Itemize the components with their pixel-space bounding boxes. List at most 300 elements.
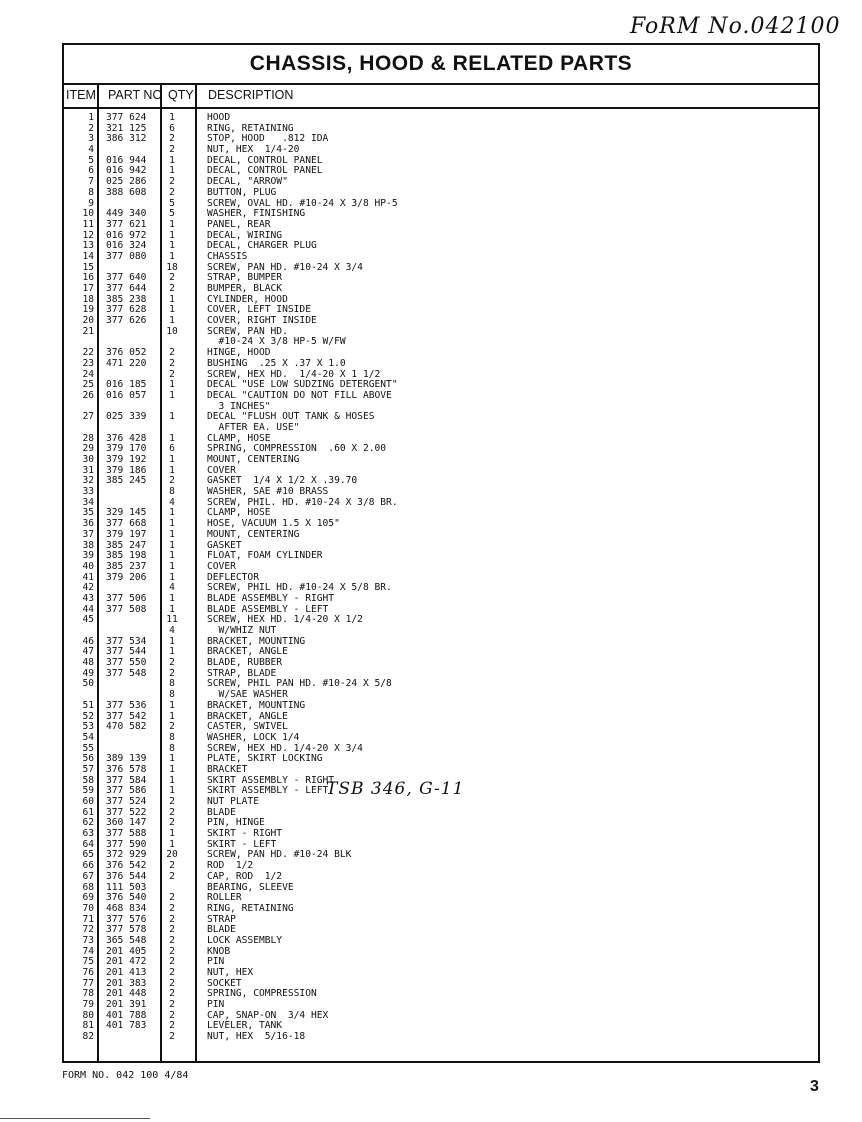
qty-cell: 2 <box>169 1020 175 1032</box>
table-row <box>64 348 818 359</box>
item-cell: 77 <box>82 977 94 989</box>
part-number-cell: 201 383 <box>106 977 147 989</box>
table-row <box>64 626 818 637</box>
item-cell: 73 <box>82 934 94 946</box>
description-cell: MOUNT, CENTERING <box>207 528 300 540</box>
description-cell: BRACKET, ANGLE <box>207 646 288 658</box>
qty-cell: 8 <box>169 678 175 690</box>
qty-cell: 1 <box>169 518 175 530</box>
part-number-cell: 379 197 <box>106 528 147 540</box>
description-cell: DECAL, CONTROL PANEL <box>207 165 323 177</box>
description-cell: SCREW, HEX HD. 1/4-20 X 1/2 <box>207 614 363 626</box>
part-number-cell: 016 057 <box>106 389 147 401</box>
description-cell: ROD 1/2 <box>207 860 254 872</box>
part-number-cell: 377 506 <box>106 592 147 604</box>
qty-cell: 2 <box>169 860 175 872</box>
table-row <box>64 444 818 455</box>
item-cell: 9 <box>88 197 94 209</box>
table-row <box>64 145 818 156</box>
description-cell: SCREW, HEX HD. 1/4-20 X 1 1/2 <box>207 368 381 380</box>
table-row <box>64 818 818 829</box>
table-row <box>64 423 818 434</box>
item-cell: 53 <box>82 721 94 733</box>
item-cell: 4 <box>88 144 94 156</box>
table-row <box>64 637 818 648</box>
description-cell: DECAL, CHARGER PLUG <box>207 240 317 252</box>
description-cell: BEARING, SLEEVE <box>207 881 294 893</box>
description-cell: STRAP, BLADE <box>207 667 277 679</box>
qty-cell: 2 <box>169 176 175 188</box>
item-cell: 52 <box>82 710 94 722</box>
item-cell: 30 <box>82 454 94 465</box>
item-cell: 46 <box>82 635 94 647</box>
qty-cell: 10 <box>166 325 178 337</box>
part-number-cell: 321 125 <box>106 122 147 134</box>
qty-cell: 2 <box>169 368 175 380</box>
item-cell: 49 <box>82 667 94 679</box>
qty-cell: 1 <box>169 635 175 647</box>
part-number-cell: 449 340 <box>106 208 147 220</box>
table-row <box>64 904 818 915</box>
table-row <box>64 231 818 242</box>
part-number-cell: 376 542 <box>106 860 147 872</box>
item-cell: 67 <box>82 870 94 882</box>
header-item: ITEM <box>66 88 96 102</box>
title-bar <box>64 45 818 85</box>
qty-cell: 4 <box>169 582 175 594</box>
item-cell: 60 <box>82 796 94 807</box>
description-cell: CAP, ROD 1/2 <box>207 870 283 882</box>
table-row <box>64 754 818 765</box>
qty-cell: 1 <box>169 550 175 562</box>
table-row <box>64 337 818 348</box>
qty-cell: 2 <box>169 133 175 145</box>
part-number-cell: 376 544 <box>106 870 147 882</box>
description-cell: SKIRT ASSEMBLY - LEFT <box>207 785 329 797</box>
description-cell: DECAL "FLUSH OUT TANK & HOSES <box>207 411 375 423</box>
table-row <box>64 1000 818 1011</box>
part-number-cell: 385 237 <box>106 560 147 572</box>
item-cell: 2 <box>88 122 94 134</box>
table-row <box>64 241 818 252</box>
qty-cell: 4 <box>169 625 175 636</box>
item-cell: 13 <box>82 240 94 252</box>
qty-cell: 1 <box>169 763 175 775</box>
item-cell: 32 <box>82 475 94 487</box>
description-cell: SKIRT - LEFT <box>207 838 277 850</box>
table-row <box>64 1021 818 1032</box>
description-cell: AFTER EA. USE" <box>207 421 300 433</box>
description-cell: W/SAE WASHER <box>207 689 288 701</box>
item-cell: 55 <box>82 742 94 754</box>
table-row <box>64 391 818 402</box>
qty-cell: 1 <box>169 828 175 840</box>
qty-cell: 2 <box>169 956 175 968</box>
part-number-cell: 016 972 <box>106 229 147 241</box>
item-cell: 47 <box>82 646 94 658</box>
item-cell: 25 <box>82 379 94 391</box>
part-number-cell: 360 147 <box>106 817 147 829</box>
part-number-cell: 379 192 <box>106 454 147 465</box>
part-number-cell: 389 139 <box>106 753 147 765</box>
part-number-cell: 377 624 <box>106 112 147 123</box>
description-cell: BLADE, RUBBER <box>207 657 283 669</box>
description-cell: MOUNT, CENTERING <box>207 454 300 465</box>
qty-cell: 5 <box>169 197 175 209</box>
part-number-cell: 377 548 <box>106 667 147 679</box>
table-row <box>64 765 818 776</box>
qty-cell: 2 <box>169 817 175 829</box>
qty-cell: 2 <box>169 945 175 957</box>
qty-cell: 1 <box>169 699 175 711</box>
item-cell: 78 <box>82 988 94 1000</box>
table-row <box>64 434 818 445</box>
part-number-cell: 016 324 <box>106 240 147 252</box>
qty-cell: 1 <box>169 154 175 166</box>
item-cell: 23 <box>82 357 94 369</box>
part-number-cell: 401 788 <box>106 1009 147 1021</box>
table-row <box>64 498 818 509</box>
page-title: CHASSIS, HOOD & RELATED PARTS <box>249 52 633 75</box>
table-row <box>64 124 818 135</box>
item-cell: 69 <box>82 892 94 904</box>
table-row <box>64 722 818 733</box>
qty-cell: 1 <box>169 464 175 476</box>
table-row <box>64 519 818 530</box>
part-number-cell: 376 578 <box>106 763 147 775</box>
qty-cell: 2 <box>169 272 175 284</box>
item-cell: 68 <box>82 881 94 893</box>
part-number-cell: 376 052 <box>106 347 147 359</box>
description-cell: DECAL "CAUTION DO NOT FILL ABOVE <box>207 389 392 401</box>
part-number-cell: 201 391 <box>106 999 147 1011</box>
part-number-cell: 385 198 <box>106 550 147 562</box>
part-number-cell: 377 590 <box>106 838 147 850</box>
table-row <box>64 872 818 883</box>
description-cell: BUTTON, PLUG <box>207 186 277 198</box>
description-cell: BLADE ASSEMBLY - RIGHT <box>207 592 335 604</box>
qty-cell: 2 <box>169 924 175 936</box>
part-number-cell: 201 472 <box>106 956 147 968</box>
handwritten-note: TSB 346, G-11 <box>326 779 465 799</box>
description-cell: BLADE ASSEMBLY - LEFT <box>207 603 329 615</box>
part-number-cell: 377 588 <box>106 828 147 840</box>
qty-cell: 1 <box>169 315 175 327</box>
qty-cell: 1 <box>169 560 175 572</box>
qty-cell: 4 <box>169 496 175 508</box>
qty-cell: 1 <box>169 240 175 252</box>
qty-cell: 2 <box>169 347 175 359</box>
description-cell: BRACKET, ANGLE <box>207 710 288 722</box>
qty-cell: 1 <box>169 774 175 786</box>
part-number-cell: 377 536 <box>106 699 147 711</box>
qty-cell: 2 <box>169 357 175 369</box>
table-row <box>64 273 818 284</box>
description-cell: SKIRT ASSEMBLY - RIGHT <box>207 774 335 786</box>
item-cell: 70 <box>82 902 94 914</box>
item-cell: 40 <box>82 560 94 572</box>
header-description: DESCRIPTION <box>208 88 294 102</box>
header-part-no: PART NO <box>108 88 163 102</box>
table-row <box>64 370 818 381</box>
item-cell: 11 <box>82 218 94 230</box>
description-cell: SCREW, HEX HD. 1/4-20 X 3/4 <box>207 742 363 754</box>
description-cell: WASHER, FINISHING <box>207 208 306 220</box>
table-row <box>64 669 818 680</box>
item-cell: 76 <box>82 967 94 978</box>
item-cell: 1 <box>88 112 94 123</box>
item-cell: 27 <box>82 411 94 423</box>
table-row <box>64 295 818 306</box>
form-number-handwritten: FoRM No.042100 <box>630 14 841 39</box>
description-cell: KNOB <box>207 945 231 957</box>
description-cell: SCREW, PAN HD. #10-24 BLK <box>207 849 352 861</box>
qty-cell: 2 <box>169 1009 175 1021</box>
item-cell: 38 <box>82 539 94 551</box>
item-cell: 35 <box>82 507 94 519</box>
part-number-cell: 201 448 <box>106 988 147 1000</box>
description-cell: COVER, LEFT INSIDE <box>207 304 311 316</box>
description-cell: PLATE, SKIRT LOCKING <box>207 753 323 765</box>
description-cell: GASKET <box>207 539 242 551</box>
part-number-cell: 329 145 <box>106 507 147 519</box>
item-cell: 34 <box>82 496 94 508</box>
item-cell: 15 <box>82 261 94 273</box>
table-row <box>64 679 818 690</box>
table-row <box>64 925 818 936</box>
table-row <box>64 412 818 423</box>
part-number-cell: 401 783 <box>106 1020 147 1032</box>
description-cell: SPRING, COMPRESSION <box>207 988 317 1000</box>
description-cell: SKIRT - RIGHT <box>207 828 283 840</box>
qty-cell: 2 <box>169 796 175 807</box>
table-row <box>64 541 818 552</box>
header-qty: QTY <box>168 88 194 102</box>
item-cell: 62 <box>82 817 94 829</box>
description-cell: 3 INCHES" <box>207 400 271 412</box>
description-cell: BLADE <box>207 806 236 818</box>
item-cell: 45 <box>82 614 94 626</box>
table-row <box>64 850 818 861</box>
description-cell: RING, RETAINING <box>207 122 294 134</box>
table-row <box>64 402 818 413</box>
table-row <box>64 188 818 199</box>
item-cell: 57 <box>82 763 94 775</box>
description-cell: DECAL, "ARROW" <box>207 176 288 188</box>
description-cell: CLAMP, HOSE <box>207 432 271 444</box>
description-cell: BRACKET, MOUNTING <box>207 635 306 647</box>
item-cell: 20 <box>82 315 94 327</box>
qty-cell: 2 <box>169 902 175 914</box>
item-cell: 48 <box>82 657 94 669</box>
table-row <box>64 487 818 498</box>
description-cell: NUT, HEX 1/4-20 <box>207 144 300 156</box>
part-number-cell: 377 644 <box>106 283 147 294</box>
part-number-cell: 025 286 <box>106 176 147 188</box>
item-cell: 26 <box>82 389 94 401</box>
description-cell: W/WHIZ NUT <box>207 625 277 636</box>
qty-cell: 18 <box>166 261 178 273</box>
description-cell: RING, RETAINING <box>207 902 294 914</box>
parts-table-frame <box>62 43 820 1063</box>
qty-cell: 1 <box>169 304 175 316</box>
table-row <box>64 220 818 231</box>
table-row <box>64 744 818 755</box>
table-row <box>64 134 818 145</box>
column-header-row <box>64 85 818 109</box>
table-row <box>64 166 818 177</box>
item-cell: 16 <box>82 272 94 284</box>
item-cell: 64 <box>82 838 94 850</box>
part-number-cell: 377 576 <box>106 913 147 925</box>
description-cell: NUT, HEX <box>207 967 254 978</box>
qty-cell: 1 <box>169 838 175 850</box>
part-number-cell: 379 170 <box>106 443 147 455</box>
item-cell: 65 <box>82 849 94 861</box>
qty-cell: 2 <box>169 721 175 733</box>
item-cell: 43 <box>82 592 94 604</box>
item-cell: 8 <box>88 186 94 198</box>
qty-cell: 2 <box>169 667 175 679</box>
description-cell: HOSE, VACUUM 1.5 X 105" <box>207 518 340 530</box>
item-cell: 6 <box>88 165 94 177</box>
table-row <box>64 957 818 968</box>
part-number-cell: 377 640 <box>106 272 147 284</box>
table-row <box>64 690 818 701</box>
part-number-cell: 377 508 <box>106 603 147 615</box>
part-number-cell: 377 080 <box>106 250 147 262</box>
item-cell: 22 <box>82 347 94 359</box>
table-row <box>64 658 818 669</box>
part-number-cell: 386 312 <box>106 133 147 145</box>
scan-edge-line <box>0 1118 150 1119</box>
qty-cell: 2 <box>169 999 175 1011</box>
table-row <box>64 305 818 316</box>
item-cell: 19 <box>82 304 94 316</box>
table-row <box>64 712 818 723</box>
table-row <box>64 979 818 990</box>
qty-cell: 1 <box>169 592 175 604</box>
description-cell: STRAP <box>207 913 236 925</box>
table-row <box>64 177 818 188</box>
qty-cell: 2 <box>169 870 175 882</box>
description-cell: PIN <box>207 999 225 1011</box>
part-number-cell: 377 550 <box>106 657 147 669</box>
qty-cell: 1 <box>169 539 175 551</box>
description-cell: LOCK ASSEMBLY <box>207 934 283 946</box>
qty-cell: 1 <box>169 165 175 177</box>
description-cell: STOP, HOOD .812 IDA <box>207 133 329 145</box>
part-number-cell: 016 185 <box>106 379 147 391</box>
table-row <box>64 989 818 1000</box>
part-number-cell: 470 582 <box>106 721 147 733</box>
description-cell: HOOD <box>207 112 231 123</box>
description-cell: SPRING, COMPRESSION .60 X 2.00 <box>207 443 387 455</box>
qty-cell: 1 <box>169 389 175 401</box>
item-cell: 28 <box>82 432 94 444</box>
item-cell: 3 <box>88 133 94 145</box>
description-cell: CYLINDER, HOOD <box>207 293 288 305</box>
qty-cell: 5 <box>169 208 175 220</box>
description-cell: WASHER, SAE #10 BRASS <box>207 486 329 498</box>
part-number-cell: 016 944 <box>106 154 147 166</box>
item-cell: 21 <box>82 325 94 337</box>
description-cell: COVER <box>207 464 236 476</box>
description-cell: SCREW, PAN HD. #10-24 X 3/4 <box>207 261 363 273</box>
item-cell: 14 <box>82 250 94 262</box>
description-cell: PIN <box>207 956 225 968</box>
description-cell: CASTER, SWIVEL <box>207 721 288 733</box>
table-row <box>64 263 818 274</box>
qty-cell: 2 <box>169 186 175 198</box>
item-cell: 37 <box>82 528 94 540</box>
item-cell: 72 <box>82 924 94 936</box>
part-number-cell: 379 186 <box>106 464 147 476</box>
table-row <box>64 199 818 210</box>
table-row <box>64 551 818 562</box>
description-cell: DEFLECTOR <box>207 571 259 583</box>
table-row <box>64 573 818 584</box>
qty-cell: 8 <box>169 731 175 743</box>
part-number-cell: 111 503 <box>106 881 147 893</box>
item-cell: 24 <box>82 368 94 380</box>
item-cell: 12 <box>82 229 94 241</box>
qty-cell: 1 <box>169 293 175 305</box>
part-number-cell: 377 586 <box>106 785 147 797</box>
part-number-cell: 377 522 <box>106 806 147 818</box>
table-row <box>64 284 818 295</box>
part-number-cell: 365 548 <box>106 934 147 946</box>
table-row <box>64 466 818 477</box>
table-row <box>64 113 818 124</box>
part-number-cell: 201 405 <box>106 945 147 957</box>
part-number-cell: 377 544 <box>106 646 147 658</box>
item-cell: 71 <box>82 913 94 925</box>
description-cell: GASKET 1/4 X 1/2 X .39.70 <box>207 475 358 487</box>
part-number-cell: 385 238 <box>106 293 147 305</box>
qty-cell: 2 <box>169 977 175 989</box>
table-row <box>64 530 818 541</box>
table-row <box>64 893 818 904</box>
item-cell: 10 <box>82 208 94 220</box>
part-number-cell: 376 540 <box>106 892 147 904</box>
qty-cell: 8 <box>169 486 175 498</box>
qty-cell: 1 <box>169 454 175 465</box>
qty-cell: 2 <box>169 806 175 818</box>
description-cell: NUT PLATE <box>207 796 259 807</box>
item-cell: 82 <box>82 1031 94 1043</box>
part-number-cell: 377 626 <box>106 315 147 327</box>
item-cell: 74 <box>82 945 94 957</box>
qty-cell: 20 <box>166 849 178 861</box>
qty-cell: 1 <box>169 112 175 123</box>
part-number-cell: 376 428 <box>106 432 147 444</box>
description-cell: STRAP, BUMPER <box>207 272 283 284</box>
description-cell: CAP, SNAP-ON 3/4 HEX <box>207 1009 329 1021</box>
part-number-cell: 388 608 <box>106 186 147 198</box>
description-cell: BRACKET <box>207 763 248 775</box>
table-row <box>64 562 818 573</box>
qty-cell: 2 <box>169 475 175 487</box>
qty-cell: 1 <box>169 250 175 262</box>
item-cell: 29 <box>82 443 94 455</box>
qty-cell: 2 <box>169 283 175 294</box>
qty-cell: 1 <box>169 229 175 241</box>
description-cell: PIN, HINGE <box>207 817 265 829</box>
item-cell: 44 <box>82 603 94 615</box>
qty-cell: 1 <box>169 432 175 444</box>
part-number-cell: 377 628 <box>106 304 147 316</box>
